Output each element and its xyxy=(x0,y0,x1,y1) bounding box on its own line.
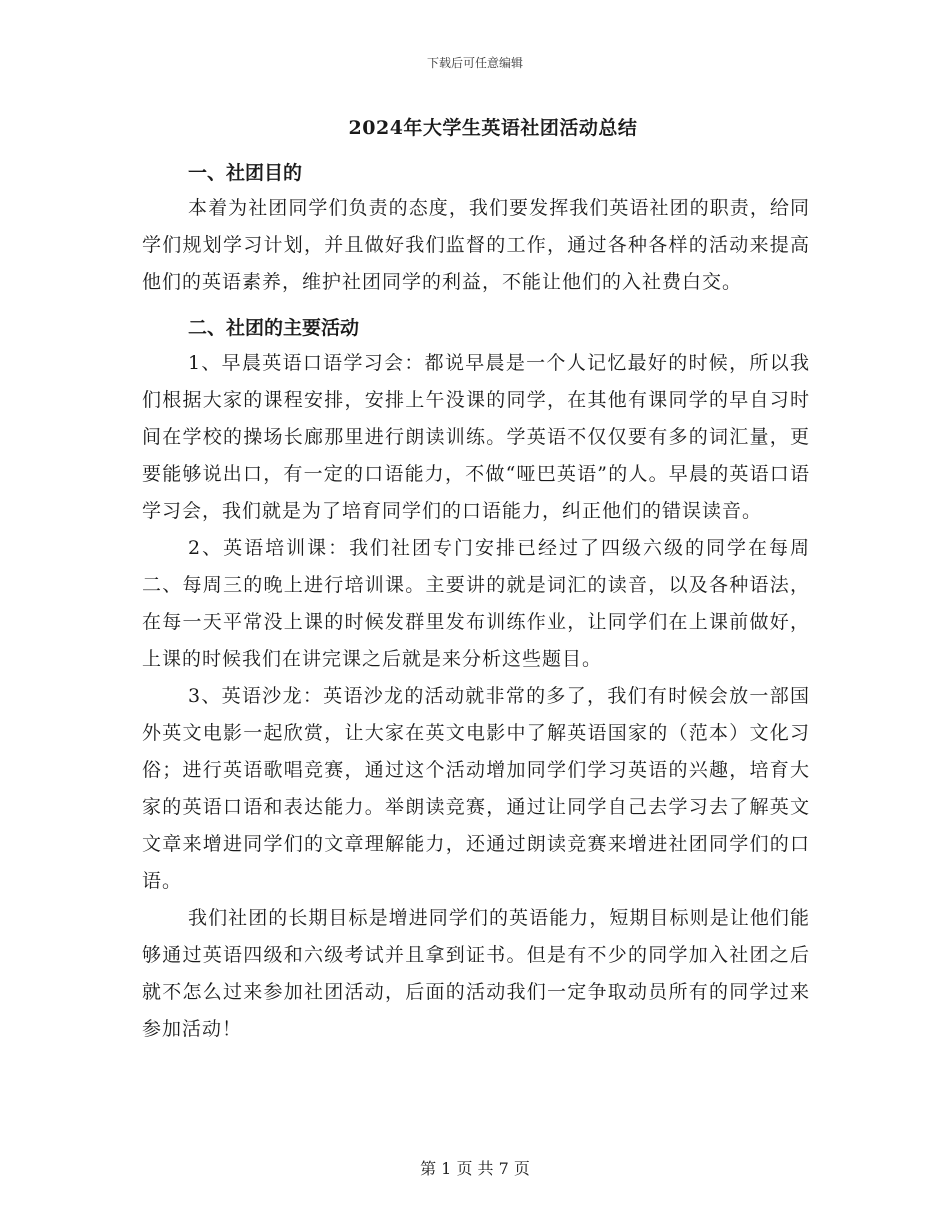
paragraph: 我们社团的长期目标是增进同学们的英语能力，短期目标则是让他们能够通过英语四级和六级考试并且拿到证书。但是有不少的同学加入社团之后就不怎么过来参加社团活动，后面的活动我们一定争取动员所有的同学过来参加活动！ xyxy=(142,907,810,1040)
paragraph: 本着为社团同学们负责的态度，我们要发挥我们英语社团的职责，给同学们规划学习计划，并且做好我们监督的工作，通过各种各样的活动来提高他们的英语素养，维护社团同学的利益，不能让他们的入社费白交。 xyxy=(142,197,810,293)
document-body xyxy=(142,110,810,1048)
document-title: 2024年大学生英语社团活动总结 xyxy=(348,117,638,139)
section-heading-purpose: 一、社团目的 xyxy=(188,162,303,184)
paragraph: 2、英语培训课：我们社团专门安排已经过了四级六级的同学在每周二、每周三的晚上进行培训课。主要讲的就是词汇的读音，以及各种语法，在每一天平常没上课的时候发群里发布训练作业，让同学们在上课前做好，上课的时候我们在讲完课之后就是来分析这些题目。 xyxy=(142,537,810,670)
paragraph: 3、英语沙龙：英语沙龙的活动就非常的多了，我们有时候会放一部国外英文电影一起欣赏，让大家在英文电影中了解英语国家的（范本）文化习俗；进行英语歌唱竞赛，通过这个活动增加同学们学习英语的兴趣，培育大家的英语口语和表达能力。举朗读竞赛，通过让同学自己去学习去了解英文文章来增进同学们的文章理解能力，还通过朗读竞赛来增进社团同学们的口语。 xyxy=(142,685,810,892)
page-number: 第 1 页 共 7 页 xyxy=(420,1159,530,1178)
section-heading-activities: 二、社团的主要活动 xyxy=(188,317,360,339)
paragraph: 1、早晨英语口语学习会：都说早晨是一个人记忆最好的时候，所以我们根据大家的课程安排，安排上午没课的同学，在其他有课同学的早自习时间在学校的操场长廊那里进行朗读训练。学英语不仅仅要有多的词汇量，更要能够说出口，有一定的口语能力，不做“哑巴英语”的人。早晨的英语口语学习会，我们就是为了培育同学们的口语能力，纠正他们的错误读音。 xyxy=(142,352,810,522)
header-note: 下载后可任意编辑 xyxy=(426,56,523,70)
